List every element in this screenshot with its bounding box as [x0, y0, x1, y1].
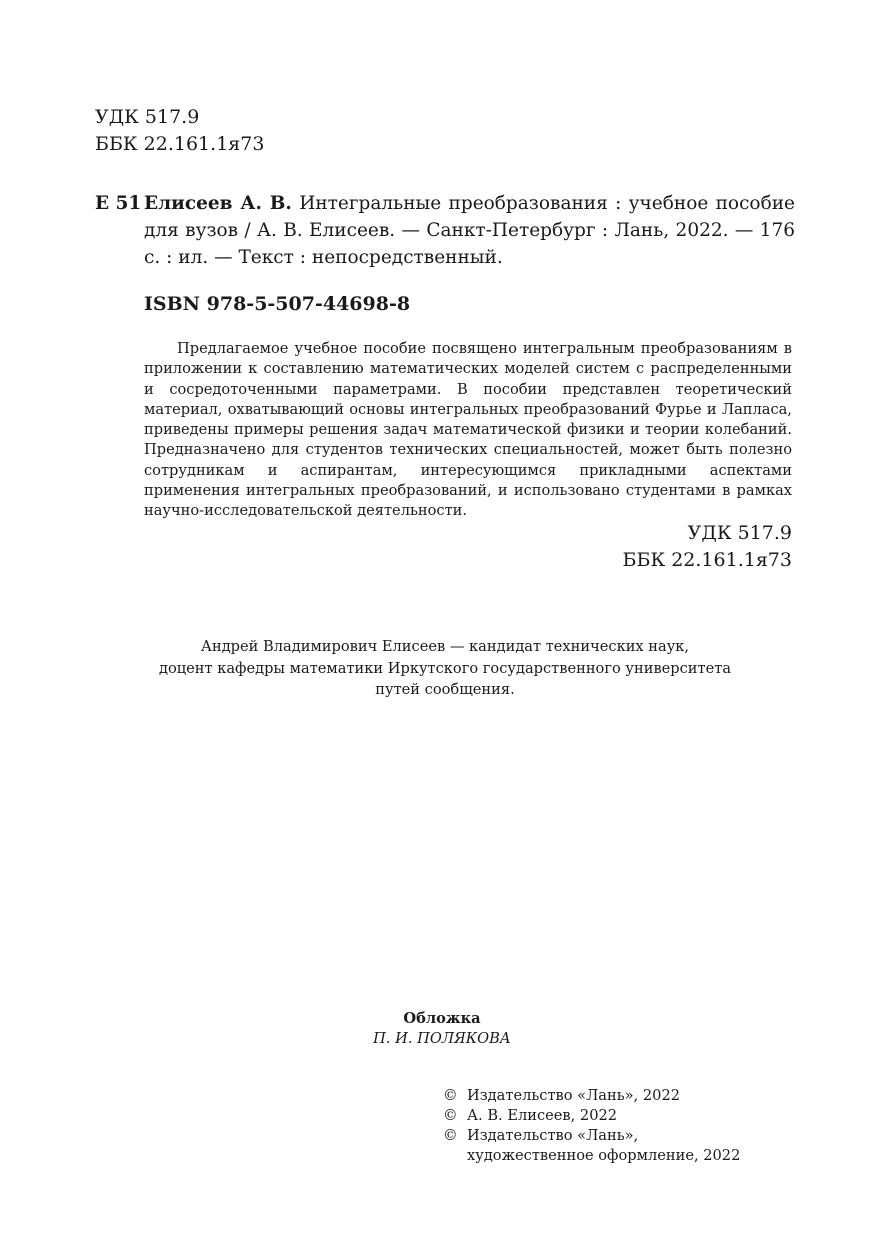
author-info-line: доцент кафедры математики Иркутского государственного университета — [158, 659, 732, 677]
copyright-icon: © — [443, 1127, 458, 1144]
bibliographic-description — [144, 190, 795, 271]
copyright-block — [443, 1086, 803, 1166]
bbk-code: ББК 22.161.1я73 — [95, 133, 265, 155]
copyright-icon: © — [443, 1107, 458, 1124]
cover-label: Обложка — [403, 1010, 481, 1027]
author-info-line: Андрей Владимирович Елисеев — кандидат технических наук, — [200, 638, 690, 655]
copyright-text: А. В. Елисеев, 2022 — [467, 1107, 618, 1124]
udk-bbk-bottom — [560, 520, 792, 574]
copyright-line-continued: художественное оформление, 2022 — [467, 1147, 741, 1164]
author-info-line: путей сообщения. — [375, 681, 515, 698]
bbk-code-bottom: ББК 22.161.1я73 — [622, 549, 792, 571]
catalog-entry — [95, 190, 795, 271]
catalog-code: Е 51 — [95, 193, 142, 214]
copyright-icon: © — [443, 1087, 458, 1104]
cover-credit — [292, 1009, 592, 1049]
copyright-line — [443, 1106, 803, 1126]
copyright-line — [443, 1086, 803, 1106]
isbn: ISBN 978-5-507-44698-8 — [144, 293, 411, 315]
author-info — [120, 636, 770, 701]
copyright-text: Издательство «Лань», — [467, 1127, 639, 1144]
udk-code: УДК 517.9 — [95, 106, 200, 128]
udk-code-bottom: УДК 517.9 — [687, 522, 792, 544]
abstract-paragraph: Предлагаемое учебное пособие посвящено интегральным преобразованиям в приложении к составлению математических моделей систем с распределенными и сосредоточенными параметрами. В пособии представлен теоретический материал, охватывающий основы интегральных преобразований Фурье и Лапласа, приведены примеры решения задач математической физики и теории колебаний. Предназначено для студентов технических специальностей, может быть полезно сотрудникам и аспирантам, интересующимся прикладными аспектами применения интегральных преобразований, и использовано студентами в рамках научно-исследовательской деятельности. — [144, 340, 792, 520]
udk-bbk-top — [95, 104, 264, 158]
copyright-text: Издательство «Лань», 2022 — [467, 1087, 681, 1104]
entry-author: Елисеев А. В. — [144, 193, 292, 214]
copyright-line — [443, 1126, 803, 1146]
entry-description: Интегральные преобразования : учебное пособие для вузов / А. В. Елисеев. — Санкт-Петербург : Лань, 2022. — 176 с. : ил. — Текст : непосредственный. — [144, 193, 795, 268]
cover-artist: П. И. ПОЛЯКОВА — [373, 1030, 511, 1047]
